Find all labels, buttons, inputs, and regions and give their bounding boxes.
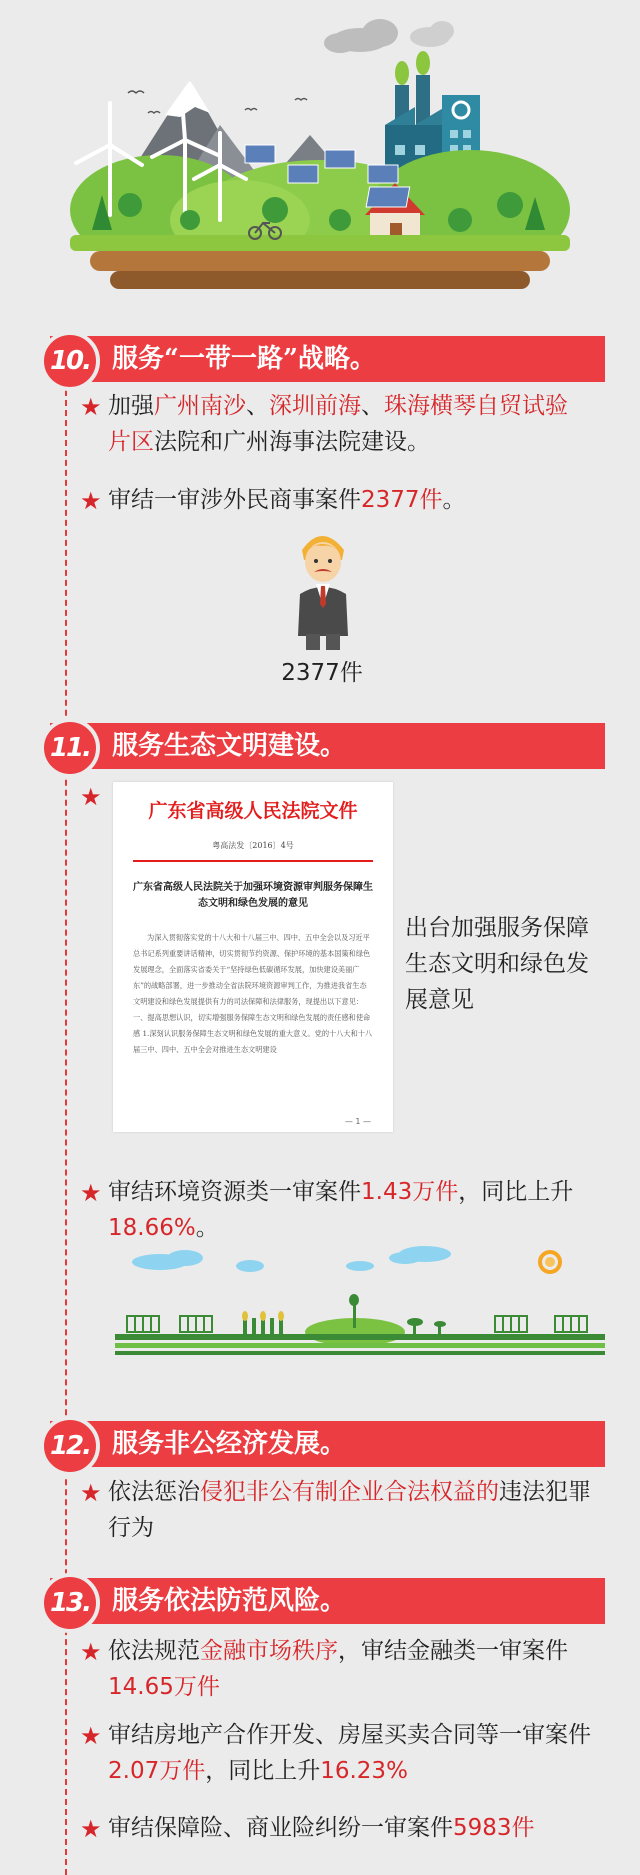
highlight: 片区: [108, 429, 154, 455]
star-icon: ★: [80, 1479, 102, 1507]
cloud-icon: [410, 21, 454, 47]
star-icon: ★: [80, 487, 102, 515]
highlight: 广州南沙: [154, 393, 246, 419]
red-rule: [133, 860, 373, 862]
list-item: [108, 1474, 608, 1546]
document-title: 广东省高级人民法院文件: [148, 800, 358, 822]
highlight: 珠海横琴自贸试验: [384, 393, 568, 419]
text: ，同比上升: [458, 1179, 574, 1205]
highlight: 深圳前海: [269, 393, 361, 419]
section-title: 服务生态文明建设。: [112, 731, 347, 761]
text: 加强: [108, 393, 154, 419]
section-header-10: [50, 336, 605, 382]
highlight: 金融市场秩序: [200, 1638, 338, 1664]
section-title: 服务依法防范风险。: [112, 1586, 347, 1616]
highlight: 1.43万件: [361, 1179, 459, 1205]
cloud-icon: [132, 1246, 451, 1272]
cloud-icon: [324, 19, 398, 53]
text: 审结保障险、商业险纠纷一审案件: [108, 1815, 453, 1841]
highlight: 14.65万件: [108, 1674, 220, 1700]
list-item: [108, 1633, 608, 1705]
text: 。: [195, 1215, 219, 1241]
highlight: 16.23%: [320, 1758, 408, 1784]
text: 依法规范: [108, 1638, 200, 1664]
highlight: 5983件: [453, 1815, 535, 1841]
document-caption: 出台加强服务保障生态文明和绿色发展意见: [405, 915, 589, 1013]
text: 违法犯罪行为: [108, 1479, 591, 1541]
section-number-badge: 13.: [40, 1573, 100, 1633]
text: 审结环境资源类一审案件: [108, 1179, 361, 1205]
list-item: [108, 1810, 608, 1846]
star-icon: ★: [80, 1815, 102, 1843]
list-item: [108, 1717, 608, 1789]
section-number-badge: 12.: [40, 1416, 100, 1476]
star-icon: ★: [80, 1179, 102, 1207]
text: ，同比上升: [205, 1758, 321, 1784]
star-icon: ★: [80, 783, 102, 811]
text: 、: [361, 393, 384, 419]
document-number: 粤高法发〔2016〕4号: [212, 841, 294, 850]
man-icon: [292, 528, 352, 653]
star-icon: ★: [80, 1638, 102, 1666]
eco-landscape-illustration: [70, 15, 570, 315]
section-title: 服务“一带一路”战略。: [112, 344, 376, 374]
list-item: [108, 1174, 608, 1246]
section-header-12: [50, 1421, 605, 1467]
section-header-13: [50, 1578, 605, 1624]
section-number-badge: 10.: [40, 331, 100, 391]
text: 审结一审涉外民商事案件: [108, 487, 361, 513]
section-header-11: [50, 723, 605, 769]
star-icon: ★: [80, 393, 102, 421]
text: 依法惩治: [108, 1479, 200, 1505]
sun-icon: [540, 1252, 560, 1272]
page-number: — 1 —: [344, 1117, 371, 1126]
official-document-image: [113, 782, 393, 1132]
highlight: 侵犯非公有制企业合法权益的: [200, 1479, 499, 1505]
timeline-dashed-line: [65, 360, 67, 1875]
text: 审结房地产合作开发、房屋买卖合同等一审案件: [108, 1722, 591, 1748]
figure-caption: 2377件: [281, 660, 363, 686]
list-item: [108, 482, 608, 518]
list-item: [108, 388, 608, 460]
text: 。: [442, 487, 466, 513]
text: 法院和广州海事法院建设。: [154, 429, 430, 455]
text: 、: [246, 393, 269, 419]
highlight: 2377件: [361, 487, 443, 513]
star-icon: ★: [80, 1722, 102, 1750]
highlight: 2.07万件: [108, 1758, 206, 1784]
document-heading: 广东省高级人民法院关于加强环境资源审判服务保障生态文明和绿色发展的意见: [133, 882, 373, 909]
section-title: 服务非公经济发展。: [112, 1429, 347, 1459]
document-body: 为深入贯彻落实党的十八大和十八届三中、四中、五中全会以及习近平总书记系列重要讲话精神，切实贯彻节约资源、保护环境的基本国策和绿色发展理念，全面落实省委关于“坚持绿色低碳循环发展，加快建设美丽广东”的战略部署，进一步推动全省法院环境资源审判工作，为推进我省生态文明建设和绿色发展提供有力的司法保障和法律服务，现提出以下意见：一、提高思想认识，切实增强服务保障生态文明和绿色发展的责任感和使命感 1.深刻认识服务保障生态文明和绿色发展的重大意义。党的十八大和十八届三中、四中、五中全会对推进生态文明建设: [133, 933, 373, 1054]
eco-strip-illustration: [115, 1240, 605, 1370]
section-number-badge: 11.: [40, 718, 100, 778]
highlight: 18.66%: [108, 1215, 196, 1241]
text: ，审结金融类一审案件: [338, 1638, 568, 1664]
